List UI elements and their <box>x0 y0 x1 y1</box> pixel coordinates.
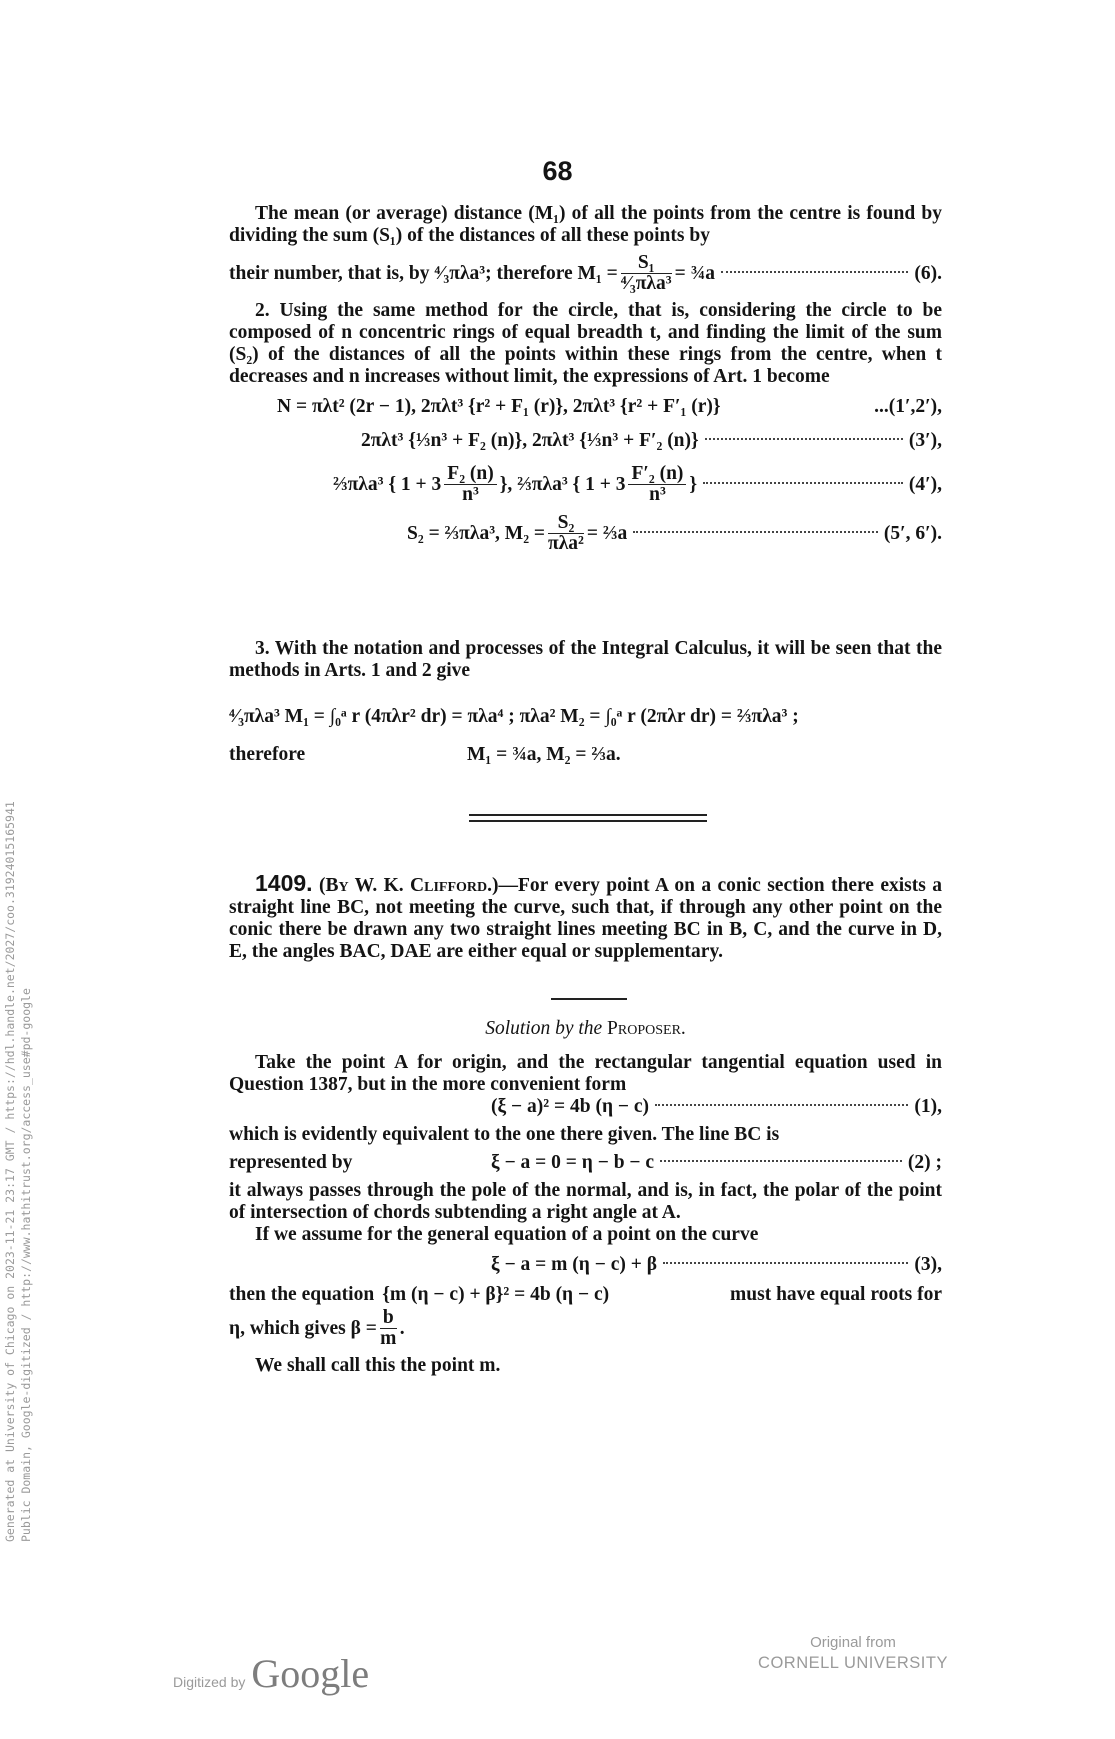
paragraph-art3: 3. With the notation and processes of the Integral Calculus, it will be seen that the methods in Arts. 1 and 2 give <box>229 638 942 681</box>
paragraph-mean-distance: The mean (or average) distance (M₁) of all the points from the centre is found by dividing the sum (S₁) of the distances of all these points by <box>229 203 942 246</box>
solution-line-6-tail: . <box>399 1317 405 1339</box>
equation-5p-6p-tag: (5′, 6′). <box>883 522 942 544</box>
equation-4p-tag: (4′), <box>908 473 942 495</box>
dot-leader <box>655 1103 908 1106</box>
dot-leader <box>633 530 878 533</box>
question-1409 <box>229 872 942 963</box>
fraction-b-over-m <box>380 1308 397 1349</box>
original-from <box>728 1634 978 1674</box>
solution-line-6-lead: η, which gives β = <box>229 1317 377 1339</box>
solution-paragraph-1: Take the point A for origin, and the rectangular tangential equation used in Question 1387, but in the more convenient form <box>229 1052 942 1095</box>
question-author: (By W. K. Clifford.) <box>318 875 499 896</box>
watermark-line-1: Generated at University of Chicago on 2023-11-21 23:17 GMT / https://hdl.handle.net/2027/coo.31924015165941 <box>3 801 17 1542</box>
equation-5p-6p-part-a: S₂ = ⅔πλa³, M₂ = <box>407 522 546 544</box>
equation-3p <box>229 430 942 452</box>
equation-4p-part-b: }, ⅔πλa³ { 1 + 3 <box>499 473 626 495</box>
separator-rule-top <box>469 814 707 816</box>
solution-paragraph-2: which is evidently equivalent to the one there given. The line BC is <box>229 1124 780 1145</box>
fraction-m2 <box>548 513 584 554</box>
digitized-by-label: Digitized by <box>173 1674 246 1690</box>
fraction-f2-prime-denominator: n³ <box>649 484 666 505</box>
solution-equation-2-tag: (2) ; <box>907 1152 942 1173</box>
fraction-f2-prime-numerator: F′₂ (n) <box>628 464 686 485</box>
fraction-f2-denominator: n³ <box>462 484 479 505</box>
fraction-f2-numerator: F₂ (n) <box>444 464 496 485</box>
separator-rule-bottom <box>469 820 707 822</box>
fraction-m1 <box>621 253 672 294</box>
equation-6 <box>229 253 942 294</box>
dot-leader <box>703 481 903 484</box>
equation-4p-part-c: } <box>689 473 698 495</box>
fraction-b-numerator: b <box>380 1308 397 1329</box>
question-number: 1409. <box>255 870 313 896</box>
question-text: —For every point A on a conic section there exists a straight line BC, not meeting the curve, such that, if through any other point on the conic there be drawn any two straight lines meeting BC in B, C, and the curve in D, E, the angles BAC, DAE are either equal or supplementary. <box>229 875 943 962</box>
equation-1p-2p <box>229 396 942 418</box>
fraction-m2-numerator: S₂ <box>548 513 584 534</box>
paragraph-art2: 2. Using the same method for the circle, that is, considering the circle to be composed of n concentric rings of equal breadth t, and finding the limit of the sum (S₂) of the distances of all the points within these rings from the centre, when t decreases and n increases without limit, the expressions of Art. 1 become <box>229 300 942 387</box>
dot-leader <box>705 437 903 440</box>
solution-paragraph-4: If we assume for the general equation of a point on the curve <box>255 1224 759 1245</box>
short-rule <box>551 998 627 1000</box>
equation-result <box>229 744 942 766</box>
equation-integral-body: ⁴⁄₃πλa³ M₁ = ∫₀ᵃ r (4πλr² dr) = πλa⁴ ; πλa² M₂ = ∫₀ᵃ r (2πλr dr) = ⅔πλa³ ; <box>229 706 799 727</box>
solution-equation-3 <box>229 1254 942 1276</box>
solution-equation-2 <box>229 1152 942 1174</box>
fraction-m1-numerator: S₁ <box>621 253 672 274</box>
equation-3p-tag: (3′), <box>908 430 942 451</box>
solution-line-5-tail: must have equal roots for <box>730 1284 942 1305</box>
dot-leader <box>660 1159 902 1162</box>
original-from-label: Original from <box>810 1634 896 1651</box>
solution-line-beta <box>229 1308 942 1349</box>
solution-heading-italic: Solution by the <box>485 1018 603 1039</box>
solution-equation-2-body: ξ − a = 0 = η − b − c <box>491 1152 655 1173</box>
solution-heading-proposer: Proposer. <box>607 1018 686 1039</box>
fraction-m-denominator: m <box>380 1328 397 1349</box>
solution-paragraph-3: it always passes through the pole of the normal, and is, in fact, the polar of the point of intersection of chords subtending a right angle at A. <box>229 1180 942 1223</box>
dot-leader <box>663 1261 908 1264</box>
equation-1p-2p-tag: ...(1′,2′), <box>874 396 942 417</box>
dot-leader <box>721 270 908 273</box>
solution-equation-1-tag: (1), <box>914 1096 942 1117</box>
solution-paragraph-7: We shall call this the point m. <box>255 1355 501 1376</box>
equation-integral <box>229 706 942 728</box>
solution-heading <box>229 1018 942 1040</box>
solution <box>229 1018 942 1377</box>
section-art1-conclusion <box>229 203 942 294</box>
equation-1p-2p-body: N = πλt² (2r − 1), 2πλt³ {r² + F₁ (r)}, 2πλt³ {r² + F′₁ (r)} <box>277 396 721 417</box>
equation-5p-6p-part-b: = ⅔a <box>586 522 628 544</box>
solution-line-5-equation: {m (η − c) + β}² = 4b (η − c) <box>382 1284 610 1305</box>
page-number: 68 <box>542 156 573 186</box>
section-art2 <box>229 300 942 554</box>
watermark-line-2: Public Domain, Google-digitized / http://www.hathitrust.org/access_use#pd-google <box>19 988 33 1542</box>
therefore-label: therefore <box>229 744 306 765</box>
solution-equation-3-tag: (3), <box>914 1254 942 1275</box>
equation-4p <box>229 464 942 505</box>
digitized-by-google <box>173 1650 369 1697</box>
equation-5p-6p <box>229 513 942 554</box>
fraction-f2-prime <box>628 464 686 505</box>
equation-3p-body: 2πλt³ {⅓n³ + F₂ (n)}, 2πλt³ {⅓n³ + F′₂ (n)} <box>361 430 699 451</box>
represented-by-label: represented by <box>229 1152 353 1173</box>
equation-4p-part-a: ⅔πλa³ { 1 + 3 <box>333 473 442 495</box>
fraction-f2 <box>444 464 496 505</box>
fraction-m2-denominator: πλa² <box>548 533 584 554</box>
section-art3 <box>229 638 942 766</box>
equation-6-tail: = ¾a <box>674 262 715 284</box>
equation-6-tag: (6). <box>914 262 942 284</box>
solution-line-5-lead: then the equation <box>229 1284 375 1305</box>
solution-equation-1-body: (ξ − a)² = 4b (η − c) <box>491 1096 650 1117</box>
solution-equation-1 <box>229 1096 942 1118</box>
fraction-m1-denominator: ⁴⁄₃πλa³ <box>620 273 672 294</box>
cornell-university-label: CORNELL UNIVERSITY <box>758 1654 948 1672</box>
solution-line-equal-roots <box>229 1284 942 1306</box>
equation-6-lead: their number, that is, by ⁴⁄₃πλa³; therefore M₁ = <box>229 262 618 284</box>
solution-equation-3-body: ξ − a = m (η − c) + β <box>491 1254 657 1275</box>
question-paragraph <box>229 872 942 963</box>
equation-result-body: M₁ = ¾a, M₂ = ⅔a. <box>467 744 621 765</box>
hathitrust-watermark <box>2 801 34 1542</box>
google-logo: Google <box>251 1651 370 1696</box>
